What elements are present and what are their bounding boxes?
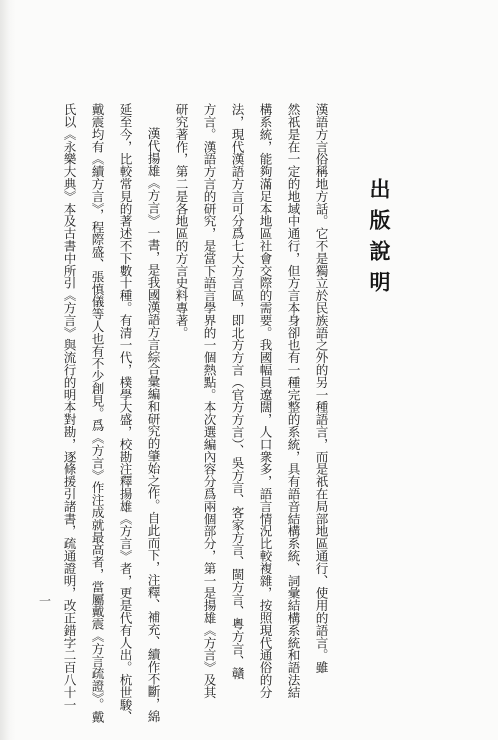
text-column-1: 漢語方言俗稱地方話。它不是獨立於民族語之外的另一種語言，而是祇在局部地區通行、使用的語言。雖 xyxy=(313,103,329,674)
text-column-7: 漢代揚雄《方言》一書，是我國漢語方言綜合彙編和研究的肇始之作。自此而下，注釋、補充、續作不斷，綿 xyxy=(145,127,161,723)
text-column-5: 方言。漢語方言的研究，是當下語言學界的一個熱點。本次選編內容分爲兩個部分，第一是揚雄《方言》及其 xyxy=(201,103,217,699)
text-column-8: 延至今，比較常見的著述不下數十種。有清一代，樸學大盛，校勘注釋揚雄《方言》者，更是代有人出。杭世駿、 xyxy=(117,103,133,723)
page-gutter-shadow xyxy=(0,0,16,740)
text-column-10: 氏以《永樂大典》本及古書中所引《方言》與流行的明本對勘，逐條援引諸書，疏通證明，改正錯字二百八十一 xyxy=(61,103,77,711)
text-column-6: 研究著作，第二是各地區的方言史料專著。 xyxy=(173,103,189,339)
page-title: 出版說明 xyxy=(367,178,391,302)
text-column-3: 構系統，能夠滿足本地區社會交際的需要。我國幅員遼闊，人口衆多，語言情況比較複雜，按照現代通俗的分 xyxy=(257,103,273,699)
text-column-2: 然祇是在一定的地域中通行，但方言本身卻也有一種完整的系統，具有語音結構系統、詞彙結構系統和語法結 xyxy=(285,103,301,699)
page-number: 一 xyxy=(38,594,51,608)
text-column-9: 戴震均有《續方言》，程際盛、張慎儀等人也有不少創見。爲《方言》作注成就最高者，當屬戴震《方言疏證》。戴 xyxy=(89,103,105,723)
text-column-4: 法，現代漢語方言可分爲七大方言區，即北方方言（官方方言）、吳方言、客家方言、閩方言、粵方言、贛 xyxy=(229,103,245,680)
